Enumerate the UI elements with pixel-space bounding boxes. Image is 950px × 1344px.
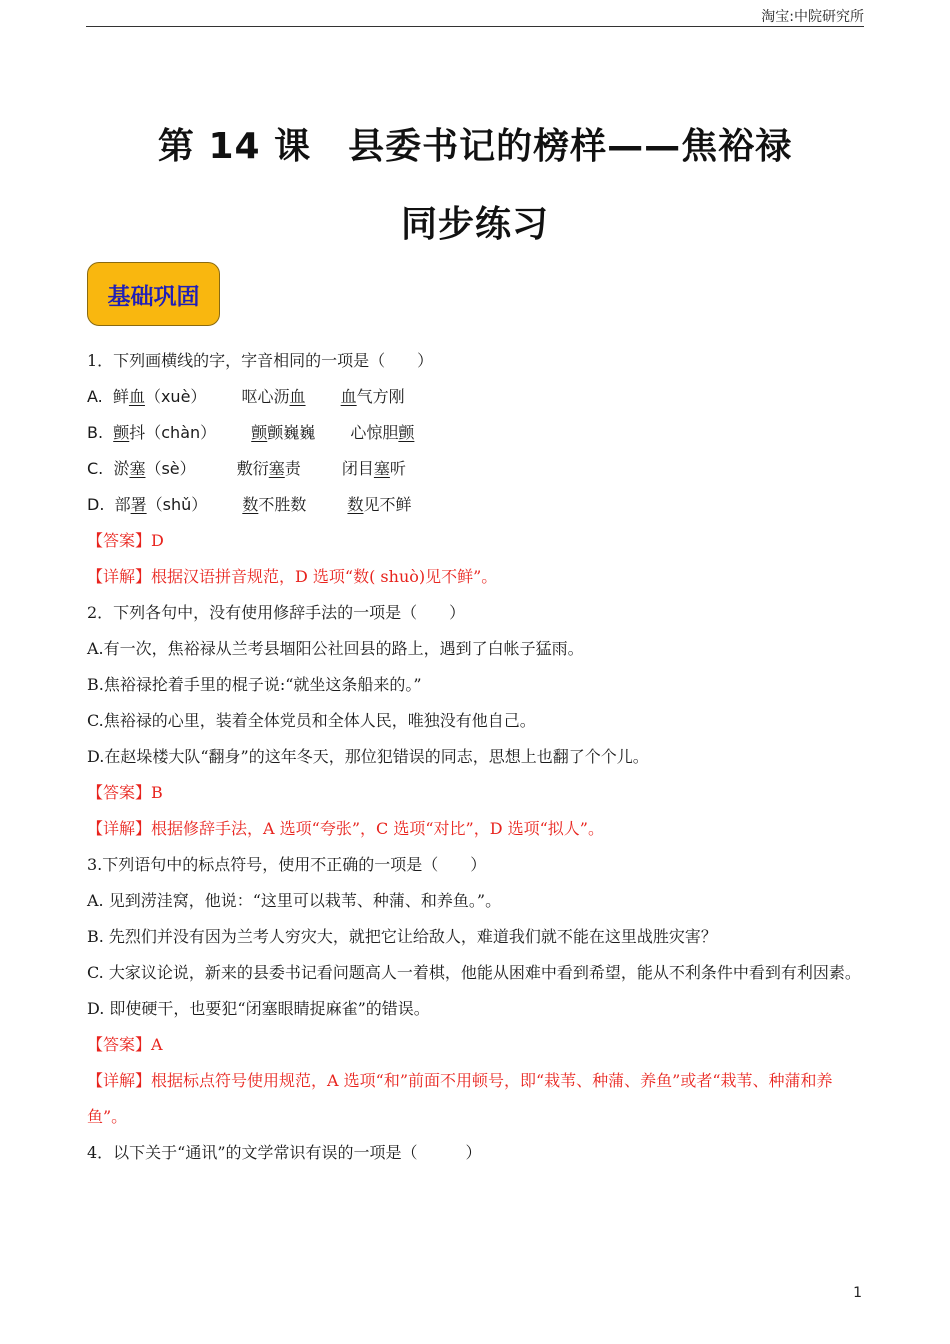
q2-option-a: A.有一次，焦裕禄从兰考县堌阳公社回县的路上，遇到了白帐子猛雨。: [87, 639, 584, 658]
q3-option-a: A. 见到涝洼窝，他说：“这里可以栽苇、种蒲、和养鱼。”。: [87, 891, 502, 910]
question-list: [87, 343, 867, 1171]
q2-explanation: 【详解】根据修辞手法，A 选项“夸张”，C 选项“对比”，D 选项“拟人”。: [87, 819, 604, 838]
q3-stem: 3.下列语句中的标点符号，使用不正确的一项是（ ）: [87, 855, 487, 874]
q1-answer: 【答案】D: [87, 531, 164, 550]
q3-option-d: D. 即使硬干，也要犯“闭塞眼睛捉麻雀”的错误。: [87, 999, 430, 1018]
q4-stem: 4．以下关于“通讯”的文学常识有误的一项是（ ）: [87, 1143, 482, 1162]
header-rule: [86, 26, 864, 27]
section-badge: 基础巩固: [87, 262, 220, 326]
q3-answer: 【答案】A: [87, 1035, 163, 1054]
lesson-subtitle: 同步练习: [400, 204, 549, 245]
q1-option-c: C. 淤塞（sè） 敷衍塞责 闭目塞听: [87, 459, 406, 478]
q2-option-c: C.焦裕禄的心里，装着全体党员和全体人民，唯独没有他自己。: [87, 711, 536, 730]
q3-option-c: C. 大家议论说，新来的县委书记看问题高人一着棋，他能从困难中看到希望，能从不利条件中看到有利因素。: [87, 963, 861, 982]
q3-explanation: 【详解】根据标点符号使用规范，A 选项“和”前面不用顿号，即“栽苇、种蒲、养鱼”或者“栽苇、种蒲和养鱼”。: [87, 1071, 833, 1126]
q2-option-d: D.在赵垛楼大队“翻身”的这年冬天，那位犯错误的同志，思想上也翻了个个儿。: [87, 747, 649, 766]
q2-option-b: B.焦裕禄抡着手里的棍子说:“就坐这条船来的。”: [87, 675, 422, 694]
page-number: 1: [853, 1285, 862, 1301]
q1-option-d: D. 部署（shǔ） 数不胜数 数见不鲜: [87, 495, 412, 514]
lesson-title: 第 14 课 县委书记的榜样——焦裕禄: [157, 126, 793, 167]
q2-answer: 【答案】B: [87, 783, 163, 802]
q2-stem: 2．下列各句中，没有使用修辞手法的一项是（ ）: [87, 603, 466, 622]
q1-stem: 1．下列画横线的字，字音相同的一项是（ ）: [87, 351, 434, 370]
q1-option-b: B. 颤抖（chàn） 颤颤巍巍 心惊胆颤: [87, 423, 415, 442]
q1-explanation: 【详解】根据汉语拼音规范，D 选项“数( shuò)见不鲜”。: [87, 567, 498, 586]
q1-option-a: A. 鲜血（xuè） 呕心沥血 血气方刚: [87, 387, 405, 406]
header-source: 淘宝:中院研究所: [761, 9, 864, 25]
q3-option-b: B. 先烈们并没有因为兰考人穷灾大，就把它让给敌人，难道我们就不能在这里战胜灾害？: [87, 927, 717, 946]
